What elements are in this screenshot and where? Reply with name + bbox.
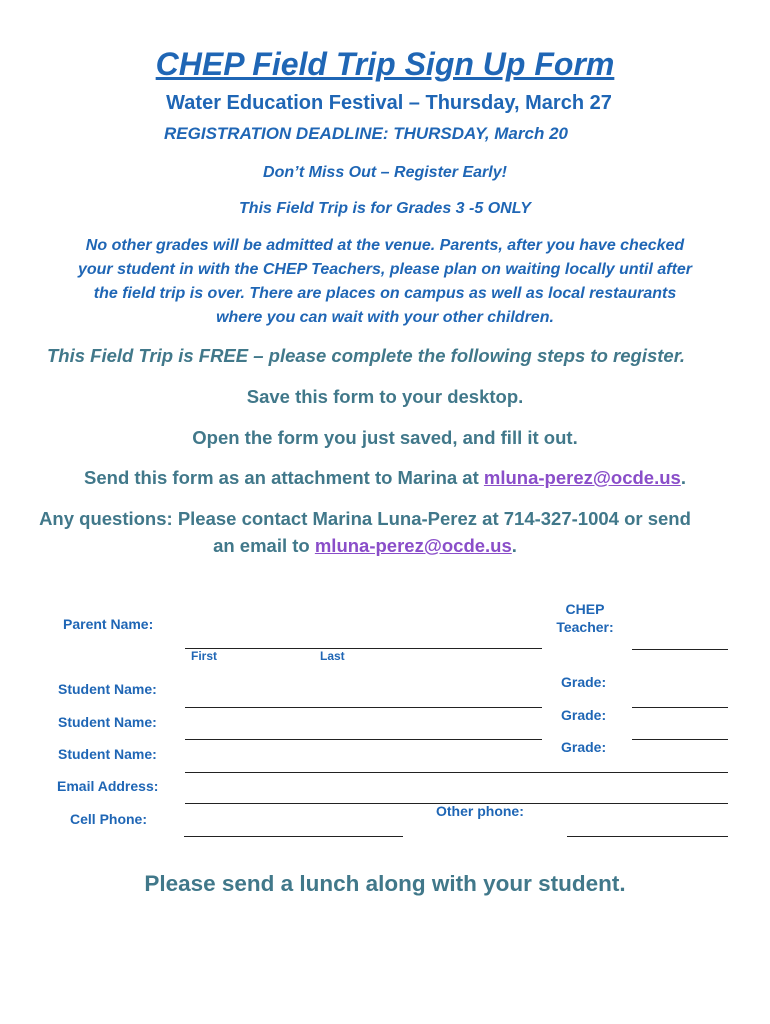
grade-label-3: Grade: <box>561 739 607 755</box>
event-subtitle: Water Education Festival – Thursday, March 27 <box>166 92 612 114</box>
grade-input-2[interactable] <box>632 713 728 740</box>
other-phone-input[interactable] <box>567 810 728 837</box>
last-label: Last <box>320 649 345 663</box>
student-name-input-1[interactable] <box>185 681 542 708</box>
email-link[interactable]: mluna-perez@ocde.us <box>483 467 681 488</box>
student-name-label-2: Student Name: <box>58 714 157 730</box>
register-early-note: Don’t Miss Out – Register Early! <box>263 164 507 181</box>
email-address-label: Email Address: <box>57 778 159 794</box>
page-title: CHEP Field Trip Sign Up Form <box>155 46 615 82</box>
notice-line-4: where you can wait with your other children. <box>216 309 554 326</box>
send-prefix: Send this form as an attachment to Marina at <box>84 467 484 488</box>
questions-line-2 <box>0 535 730 557</box>
grades-note: This Field Trip is for Grades 3 -5 ONLY <box>239 200 531 217</box>
questions-prefix: an email to <box>213 535 315 556</box>
student-name-label-1: Student Name: <box>58 681 157 697</box>
questions-line-1: Any questions: Please contact Marina Luna-Perez at 714-327-1004 or send <box>39 508 691 529</box>
cell-phone-input[interactable] <box>184 810 403 837</box>
registration-deadline: REGISTRATION DEADLINE: THURSDAY, March 20 <box>164 124 568 143</box>
first-label: First <box>191 649 218 663</box>
send-period: . <box>680 467 686 488</box>
chep-teacher-input[interactable] <box>632 623 728 650</box>
teacher-label: Teacher: <box>556 619 614 635</box>
student-name-label-3: Student Name: <box>58 746 157 762</box>
chep-label: CHEP <box>565 601 605 617</box>
grade-label-2: Grade: <box>561 707 607 723</box>
notice-line-3: the field trip is over. There are places on campus as well as local restaurants <box>93 285 677 302</box>
parent-name-label: Parent Name: <box>63 616 154 632</box>
grade-input-1[interactable] <box>632 681 728 708</box>
grade-label-1: Grade: <box>561 674 607 690</box>
free-trip-line: This Field Trip is FREE – please complete the following steps to register. <box>46 345 686 366</box>
lunch-note: Please send a lunch along with your student. <box>144 871 626 896</box>
step-send <box>0 467 770 489</box>
student-name-input-3[interactable] <box>185 746 728 773</box>
cell-phone-label: Cell Phone: <box>70 811 148 827</box>
email-address-input[interactable] <box>185 777 728 804</box>
email-link-2[interactable]: mluna-perez@ocde.us <box>314 535 512 556</box>
notice-line-2: your student in with the CHEP Teachers, please plan on waiting locally until after <box>77 261 693 278</box>
step-save: Save this form to your desktop. <box>246 386 524 407</box>
other-phone-label: Other phone: <box>436 803 524 819</box>
questions-period: . <box>511 535 517 556</box>
student-name-input-2[interactable] <box>185 713 542 740</box>
parent-name-input[interactable] <box>185 622 542 649</box>
step-open: Open the form you just saved, and fill it out. <box>192 427 578 448</box>
notice-line-1: No other grades will be admitted at the venue. Parents, after you have checked <box>85 237 685 254</box>
